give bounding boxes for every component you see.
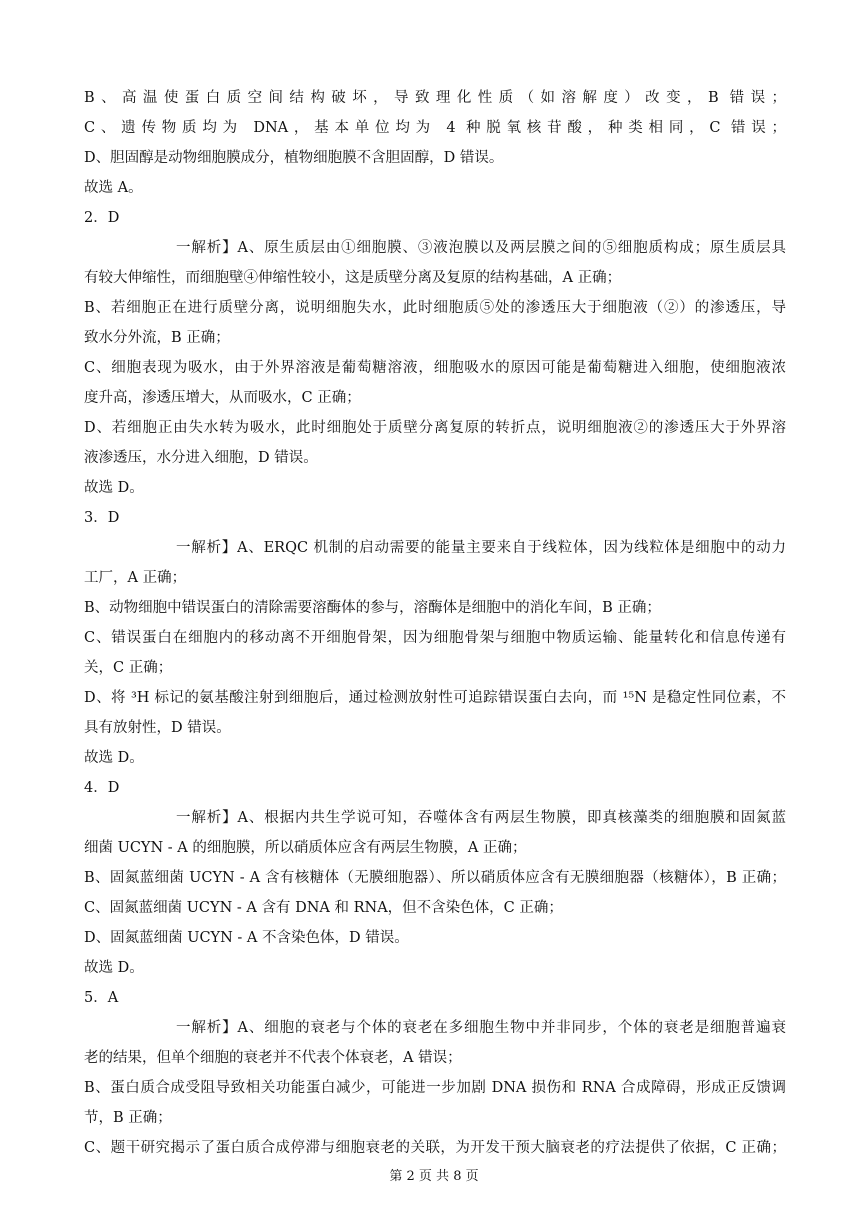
text-line: 老的结果，但单个细胞的衰老并不代表个体衰老，A 错误； bbox=[84, 1050, 462, 1066]
text-line: 具有放射性，D 错误。 bbox=[84, 720, 231, 736]
text-line: C、错误蛋白在细胞内的移动离不开细胞骨架，因为细胞骨架与细胞中物质运输、能量转化和信息传递有 bbox=[84, 630, 786, 646]
analysis-line: 一解析】A、根据内共生学说可知，吞噬体含有两层生物膜，即真核藻类的细胞膜和固氮蓝 bbox=[176, 810, 786, 826]
text-line: B、高温使蛋白质空间结构破坏，导致理化性质（如溶解度）改变，B 错误； bbox=[84, 90, 786, 106]
text-line: D、固氮蓝细菌 UCYN - A 不含染色体，D 错误。 bbox=[84, 930, 409, 946]
text-line: D、将 ³H 标记的氨基酸注射到细胞后，通过检测放射性可追踪错误蛋白去向，而 ¹⁵N 是稳定性同位素，不 bbox=[84, 690, 786, 706]
text-line: D、若细胞正由失水转为吸水，此时细胞处于质壁分离复原的转折点，说明细胞液②的渗透压大于外界溶 bbox=[84, 420, 786, 436]
text-line: C、细胞表现为吸水，由于外界溶液是葡萄糖溶液，细胞吸水的原因可能是葡萄糖进入细胞，使细胞液浓 bbox=[84, 360, 786, 376]
page-footer: 第 2 页 共 8 页 bbox=[389, 1169, 479, 1184]
analysis-line: 一解析】A、细胞的衰老与个体的衰老在多细胞生物中并非同步，个体的衰老是细胞普遍衰 bbox=[176, 1020, 786, 1036]
text-line: 工厂，A 正确； bbox=[84, 570, 187, 586]
answer-number: 4．D bbox=[84, 780, 120, 796]
answer-number: 3．D bbox=[84, 510, 120, 526]
answer-number: 2．D bbox=[84, 210, 120, 226]
text-line: 液渗透压，水分进入细胞，D 错误。 bbox=[84, 450, 318, 466]
text-line: C、固氮蓝细菌 UCYN - A 含有 DNA 和 RNA，但不含染色体，C 正确； bbox=[84, 900, 563, 916]
text-line: B、动物细胞中错误蛋白的清除需要溶酶体的参与，溶酶体是细胞中的消化车间，B 正确； bbox=[84, 600, 661, 616]
text-line: 有较大伸缩性，而细胞壁④伸缩性较小，这是质壁分离及复原的结构基础，A 正确； bbox=[84, 270, 622, 286]
text-line: 故选 D。 bbox=[84, 750, 144, 766]
text-line: C、题干研究揭示了蛋白质合成停滞与细胞衰老的关联，为开发干预大脑衰老的疗法提供了依据，C 正确； bbox=[84, 1140, 786, 1156]
text-line: D、胆固醇是动物细胞膜成分，植物细胞膜不含胆固醇，D 错误。 bbox=[84, 150, 504, 166]
text-line: 细菌 UCYN - A 的细胞膜，所以硝质体应含有两层生物膜，A 正确； bbox=[84, 840, 527, 856]
text-line: 关，C 正确； bbox=[84, 660, 173, 676]
text-line: 致水分外流，B 正确； bbox=[84, 330, 230, 346]
text-line: B、若细胞正在进行质壁分离，说明细胞失水，此时细胞质⑤处的渗透压大于细胞液（②）的渗透压，导 bbox=[84, 300, 786, 316]
answer-number: 5．A bbox=[84, 990, 119, 1006]
text-line: C、遗传物质均为 DNA，基本单位均为 4 种脱氧核苷酸，种类相同，C 错误； bbox=[84, 120, 786, 136]
text-line: 故选 A。 bbox=[84, 180, 143, 196]
text-line: 度升高，渗透压增大，从而吸水，C 正确； bbox=[84, 390, 361, 406]
text-line: 节，B 正确； bbox=[84, 1110, 172, 1126]
analysis-line: 一解析】A、ERQC 机制的启动需要的能量主要来自于线粒体，因为线粒体是细胞中的动力 bbox=[176, 540, 786, 556]
analysis-line: 一解析】A、原生质层由①细胞膜、③液泡膜以及两层膜之间的⑤细胞质构成；原生质层具 bbox=[176, 240, 786, 256]
text-line: B、固氮蓝细菌 UCYN - A 含有核糖体（无膜细胞器）、所以硝质体应含有无膜细胞器（核糖体），B 正确； bbox=[84, 870, 786, 886]
text-line: 故选 D。 bbox=[84, 480, 144, 496]
text-line: 故选 D。 bbox=[84, 960, 144, 976]
text-line: B、蛋白质合成受阻导致相关功能蛋白减少，可能进一步加剧 DNA 损伤和 RNA 合成障碍，形成正反馈调 bbox=[84, 1080, 786, 1096]
